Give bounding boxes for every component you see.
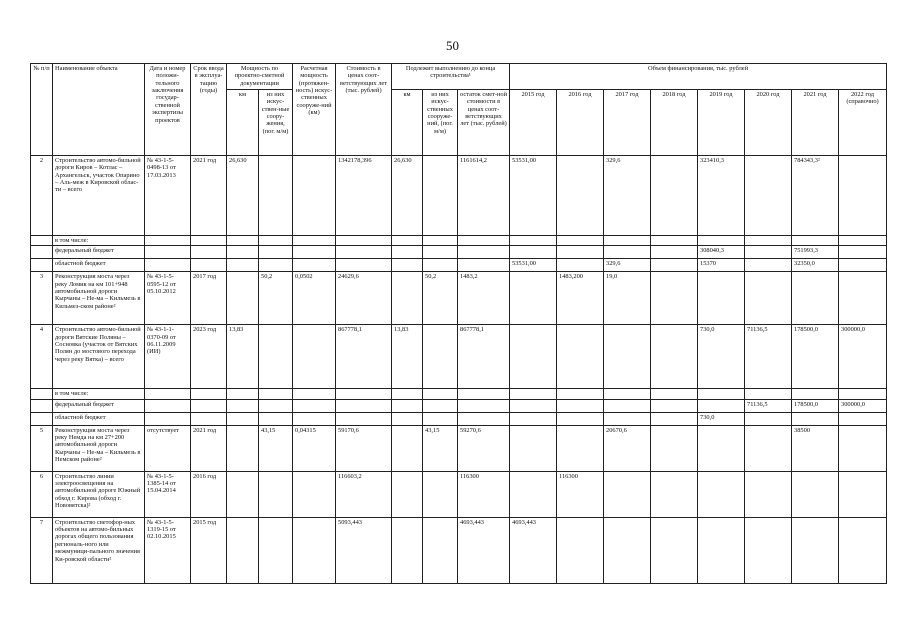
financing-year-cell: [698, 272, 745, 325]
remain-cost: [458, 412, 510, 425]
table-row: [31, 236, 887, 246]
remain-km: [392, 399, 423, 412]
header-date: Дата и номер положи-тельного заключения государ-ственной экспертизы проектов: [145, 64, 191, 156]
remain-km: 13,83: [392, 325, 423, 389]
financing-year-cell: 4693,443: [510, 517, 557, 583]
remain-artificial: 43,15: [423, 425, 458, 471]
remain-cost: [458, 259, 510, 272]
financing-year-cell: [839, 412, 887, 425]
object-name: областной бюджет: [53, 412, 145, 425]
financing-year-cell: [510, 325, 557, 389]
financing-year-cell: [557, 259, 604, 272]
header-cap-km: км: [227, 90, 259, 156]
financing-year-cell: [839, 389, 887, 399]
financing-year-cell: [839, 272, 887, 325]
financing-year-cell: [557, 389, 604, 399]
expertise-date: отсутствует: [145, 425, 191, 471]
financing-year-cell: 53531,00: [510, 156, 557, 236]
remain-km: [392, 246, 423, 259]
commission-term: [191, 399, 227, 412]
financing-year-cell: [745, 272, 792, 325]
financing-year-cell: [745, 156, 792, 236]
financing-year-cell: [604, 389, 651, 399]
capacity-artificial: [259, 412, 293, 425]
financing-year-cell: [604, 517, 651, 583]
capacity-artificial: 50,2: [259, 272, 293, 325]
object-name: федеральный бюджет: [53, 246, 145, 259]
capacity-km: [227, 272, 259, 325]
commission-term: 2021 год: [191, 156, 227, 236]
header-rem-km: км: [392, 90, 423, 156]
capacity-artificial: [259, 471, 293, 517]
capacity-km: [227, 471, 259, 517]
financing-year-cell: 308040,3: [698, 246, 745, 259]
header-financing: Объем финансирования, тыс. рублей: [510, 64, 887, 90]
investment-table: [30, 63, 887, 584]
header-cap-art: из них искус-ствен-ные соору-жения, (пог. м/м): [259, 90, 293, 156]
remain-artificial: [423, 156, 458, 236]
financing-year-cell: [651, 325, 698, 389]
table-row: [31, 412, 887, 425]
commission-term: [191, 412, 227, 425]
financing-year-cell: [745, 471, 792, 517]
capacity-km: [227, 246, 259, 259]
calc-capacity: [293, 236, 336, 246]
header-rem-art: из них искус-ственных сооруже-ний, (пог. м/м): [423, 90, 458, 156]
financing-year-cell: [510, 399, 557, 412]
calc-capacity: 0,04315: [293, 425, 336, 471]
financing-year-cell: 329,6: [604, 156, 651, 236]
financing-year-cell: 71136,5: [745, 325, 792, 389]
remain-km: [392, 412, 423, 425]
financing-year-cell: [557, 156, 604, 236]
financing-year-cell: [510, 236, 557, 246]
remain-cost: 4693,443: [458, 517, 510, 583]
capacity-km: [227, 236, 259, 246]
expertise-date: [145, 412, 191, 425]
financing-year-cell: [745, 389, 792, 399]
object-name: Реконструкция моста через реку Ломик на км 101+948 автомобильной дороги Кырчаны – Не-ма – Кильмезь в Кильмез-ском районе²: [53, 272, 145, 325]
table-row: [31, 389, 887, 399]
remain-cost: [458, 399, 510, 412]
financing-year-cell: [698, 399, 745, 412]
financing-year-cell: [557, 236, 604, 246]
financing-year-cell: [510, 425, 557, 471]
remain-artificial: [423, 325, 458, 389]
commission-term: [191, 389, 227, 399]
expertise-date: [145, 246, 191, 259]
remain-km: [392, 471, 423, 517]
row-number: [31, 389, 53, 399]
financing-year-cell: [698, 471, 745, 517]
table-row: [31, 272, 887, 325]
financing-year-cell: [510, 272, 557, 325]
financing-year-cell: [792, 236, 839, 246]
financing-year-cell: [604, 412, 651, 425]
commission-term: [191, 259, 227, 272]
commission-term: [191, 246, 227, 259]
financing-year-cell: [604, 325, 651, 389]
header-num: № п/п: [31, 64, 53, 156]
table-row: [31, 325, 887, 389]
remain-artificial: [423, 399, 458, 412]
calc-capacity: [293, 325, 336, 389]
commission-term: 2017 год: [191, 272, 227, 325]
cost: 59170,6: [336, 425, 392, 471]
remain-km: [392, 389, 423, 399]
financing-year-cell: [651, 272, 698, 325]
object-name: в том числе:: [53, 389, 145, 399]
capacity-km: [227, 412, 259, 425]
cost: 5093,443: [336, 517, 392, 583]
remain-artificial: [423, 259, 458, 272]
financing-year-cell: [510, 246, 557, 259]
financing-year-cell: 20670,6: [604, 425, 651, 471]
capacity-artificial: 43,15: [259, 425, 293, 471]
row-number: 4: [31, 325, 53, 389]
remain-artificial: [423, 236, 458, 246]
calc-capacity: [293, 259, 336, 272]
row-number: 7: [31, 517, 53, 583]
financing-year-cell: [510, 412, 557, 425]
table-row: [31, 517, 887, 583]
remain-cost: [458, 389, 510, 399]
object-name: в том числе:: [53, 236, 145, 246]
financing-year-cell: [839, 156, 887, 236]
capacity-km: [227, 259, 259, 272]
remain-cost: 116300: [458, 471, 510, 517]
object-name: Реконструкция моста через реку Немда на км 27+200 автомобильной дороги Кырчаны – Не-ма – Кильмезь в Немском районе²: [53, 425, 145, 471]
capacity-artificial: [259, 325, 293, 389]
financing-year-cell: [745, 246, 792, 259]
header-name: Наименование объекта: [53, 64, 145, 156]
cost: 24629,6: [336, 272, 392, 325]
remain-artificial: [423, 246, 458, 259]
calc-capacity: [293, 156, 336, 236]
capacity-km: [227, 517, 259, 583]
financing-year-cell: [557, 325, 604, 389]
capacity-km: [227, 389, 259, 399]
financing-year-cell: [839, 236, 887, 246]
commission-term: 2016 год: [191, 471, 227, 517]
financing-year-cell: [745, 259, 792, 272]
remain-km: [392, 425, 423, 471]
remain-artificial: [423, 412, 458, 425]
calc-capacity: 0,0502: [293, 272, 336, 325]
expertise-date: [145, 259, 191, 272]
expertise-date: № 43-1-5-1385-14 от 15.04.2014: [145, 471, 191, 517]
cost: [336, 236, 392, 246]
object-name: Строительство автомо-бильной дороги Киров – Котлас – Архангельск, участок Опарино – Аль-меж в Кировской облас-ти – всего: [53, 156, 145, 236]
row-number: [31, 399, 53, 412]
header-year-2016: 2016 год: [557, 90, 604, 156]
financing-year-cell: [651, 425, 698, 471]
financing-year-cell: 730,0: [698, 412, 745, 425]
financing-year-cell: 19,0: [604, 272, 651, 325]
financing-year-cell: [651, 471, 698, 517]
header-year-2015: 2015 год: [510, 90, 557, 156]
table-row: [31, 259, 887, 272]
expertise-date: [145, 236, 191, 246]
header-cost: Стоимость в ценах соот-ветствующих лет (тыс. рублей): [336, 64, 392, 156]
header-remain: Подлежит выполнению до конца строительства¹: [392, 64, 510, 90]
header-year-2021: 2021 год: [792, 90, 839, 156]
financing-year-cell: [557, 412, 604, 425]
financing-year-cell: [792, 272, 839, 325]
object-name: Строительство автомо-бильной дороги Вятские Поляны – Сосновка (участок от Вятских Полян до мостового перехода через реку Вятка) – всего: [53, 325, 145, 389]
capacity-artificial: [259, 259, 293, 272]
financing-year-cell: 116300: [557, 471, 604, 517]
object-name: Строительство линии электроосвещения на автомобильной дороге Южный обход г. Кирова (обход г. Нововятска)²: [53, 471, 145, 517]
financing-year-cell: 32350,0: [792, 259, 839, 272]
cost: [336, 412, 392, 425]
financing-year-cell: [839, 425, 887, 471]
commission-term: 2023 год: [191, 325, 227, 389]
remain-km: [392, 236, 423, 246]
capacity-km: [227, 399, 259, 412]
object-name: областной бюджет: [53, 259, 145, 272]
row-number: [31, 246, 53, 259]
header-calc: Расчетная мощность (протяжен-ность) искус-ственных сооруже-ний (км): [293, 64, 336, 156]
financing-year-cell: [698, 236, 745, 246]
financing-year-cell: [698, 389, 745, 399]
commission-term: 2015 год: [191, 517, 227, 583]
table-row: [31, 471, 887, 517]
financing-year-cell: [557, 399, 604, 412]
financing-year-cell: [604, 399, 651, 412]
row-number: 2: [31, 156, 53, 236]
financing-year-cell: 730,0: [698, 325, 745, 389]
calc-capacity: [293, 389, 336, 399]
calc-capacity: [293, 412, 336, 425]
capacity-artificial: [259, 236, 293, 246]
remain-cost: 59270,6: [458, 425, 510, 471]
financing-year-cell: [651, 259, 698, 272]
capacity-km: [227, 425, 259, 471]
financing-year-cell: 784343,3²: [792, 156, 839, 236]
commission-term: [191, 236, 227, 246]
financing-year-cell: 329,6: [604, 259, 651, 272]
financing-year-cell: [792, 389, 839, 399]
financing-year-cell: [651, 517, 698, 583]
financing-year-cell: [557, 425, 604, 471]
financing-year-cell: [745, 425, 792, 471]
financing-year-cell: [510, 471, 557, 517]
row-number: [31, 412, 53, 425]
remain-artificial: [423, 389, 458, 399]
remain-km: [392, 259, 423, 272]
financing-year-cell: [651, 412, 698, 425]
financing-year-cell: 1483,200: [557, 272, 604, 325]
remain-cost: [458, 246, 510, 259]
object-name: Строительство светофор-ных объектов на автомо-бильных дорогах общего пользования региональ-ного или межмуници-пального значения Ки-ровской области²: [53, 517, 145, 583]
expertise-date: № 43-1-5-0595-12 от 05.10.2012: [145, 272, 191, 325]
object-name: федеральный бюджет: [53, 399, 145, 412]
financing-year-cell: [792, 471, 839, 517]
financing-year-cell: 178500,0: [792, 325, 839, 389]
table-body: [31, 156, 887, 584]
header-year-2019: 2019 год: [698, 90, 745, 156]
remain-cost: [458, 236, 510, 246]
expertise-date: № 43-1-1-0370-09 от 06.11.2009 (ИИ): [145, 325, 191, 389]
financing-year-cell: [698, 517, 745, 583]
financing-year-cell: [698, 425, 745, 471]
capacity-artificial: [259, 389, 293, 399]
remain-km: 26,630: [392, 156, 423, 236]
remain-artificial: [423, 517, 458, 583]
financing-year-cell: 751993,3: [792, 246, 839, 259]
financing-year-cell: [792, 412, 839, 425]
financing-year-cell: [651, 156, 698, 236]
financing-year-cell: 178500,0: [792, 399, 839, 412]
financing-year-cell: 53531,00: [510, 259, 557, 272]
calc-capacity: [293, 517, 336, 583]
remain-artificial: [423, 471, 458, 517]
financing-year-cell: [839, 246, 887, 259]
row-number: [31, 259, 53, 272]
financing-year-cell: [651, 399, 698, 412]
cost: [336, 259, 392, 272]
financing-year-cell: [839, 259, 887, 272]
row-number: [31, 236, 53, 246]
financing-year-cell: [745, 236, 792, 246]
header-year-2017: 2017 год: [604, 90, 651, 156]
table-row: [31, 425, 887, 471]
header-year-2020: 2020 год: [745, 90, 792, 156]
calc-capacity: [293, 399, 336, 412]
financing-year-cell: [651, 246, 698, 259]
expertise-date: № 43-1-5-1319-15 от 02.10.2015: [145, 517, 191, 583]
commission-term: 2021 год: [191, 425, 227, 471]
financing-year-cell: [745, 517, 792, 583]
cost: 116603,2: [336, 471, 392, 517]
remain-artificial: 50,2: [423, 272, 458, 325]
cost: 1342178,396: [336, 156, 392, 236]
cost: 867778,1: [336, 325, 392, 389]
financing-year-cell: [557, 246, 604, 259]
financing-year-cell: [792, 517, 839, 583]
capacity-artificial: [259, 156, 293, 236]
calc-capacity: [293, 246, 336, 259]
header-year-2022: 2022 год (справочно): [839, 90, 887, 156]
capacity-km: 26,630: [227, 156, 259, 236]
financing-year-cell: 300000,0: [839, 399, 887, 412]
page-number: 50: [446, 38, 459, 53]
financing-year-cell: [839, 517, 887, 583]
remain-cost: 1483,2: [458, 272, 510, 325]
cost: [336, 389, 392, 399]
capacity-artificial: [259, 246, 293, 259]
remain-cost: 867778,1: [458, 325, 510, 389]
financing-year-cell: [604, 236, 651, 246]
calc-capacity: [293, 471, 336, 517]
financing-year-cell: [651, 389, 698, 399]
header-term: Срок ввода в эксплуа-тацию (годы): [191, 64, 227, 156]
financing-year-cell: [557, 517, 604, 583]
remain-km: [392, 517, 423, 583]
financing-year-cell: 15370: [698, 259, 745, 272]
financing-year-cell: 71136,5: [745, 399, 792, 412]
financing-year-cell: [839, 471, 887, 517]
row-number: 3: [31, 272, 53, 325]
financing-year-cell: [745, 412, 792, 425]
table-row: [31, 246, 887, 259]
cost: [336, 399, 392, 412]
expertise-date: № 43-1-5-0498-13 от 17.03.2013: [145, 156, 191, 236]
financing-year-cell: 38500: [792, 425, 839, 471]
header-capacity: Мощность по проектно-сметной документации: [227, 64, 293, 90]
remain-km: [392, 272, 423, 325]
financing-year-cell: [604, 471, 651, 517]
financing-year-cell: 323410,3: [698, 156, 745, 236]
header-year-2018: 2018 год: [651, 90, 698, 156]
header-rem-cost: остаток смет-ной стоимости в ценах соот-ветствующих лет (тыс. рублей): [458, 90, 510, 156]
financing-year-cell: [651, 236, 698, 246]
financing-year-cell: 300000,0: [839, 325, 887, 389]
row-number: 5: [31, 425, 53, 471]
financing-year-cell: [604, 246, 651, 259]
financing-year-cell: [510, 389, 557, 399]
capacity-artificial: [259, 399, 293, 412]
expertise-date: [145, 389, 191, 399]
table-row: [31, 156, 887, 236]
capacity-artificial: [259, 517, 293, 583]
cost: [336, 246, 392, 259]
remain-cost: 1161614,2: [458, 156, 510, 236]
capacity-km: 13,83: [227, 325, 259, 389]
expertise-date: [145, 399, 191, 412]
row-number: 6: [31, 471, 53, 517]
table-row: [31, 399, 887, 412]
